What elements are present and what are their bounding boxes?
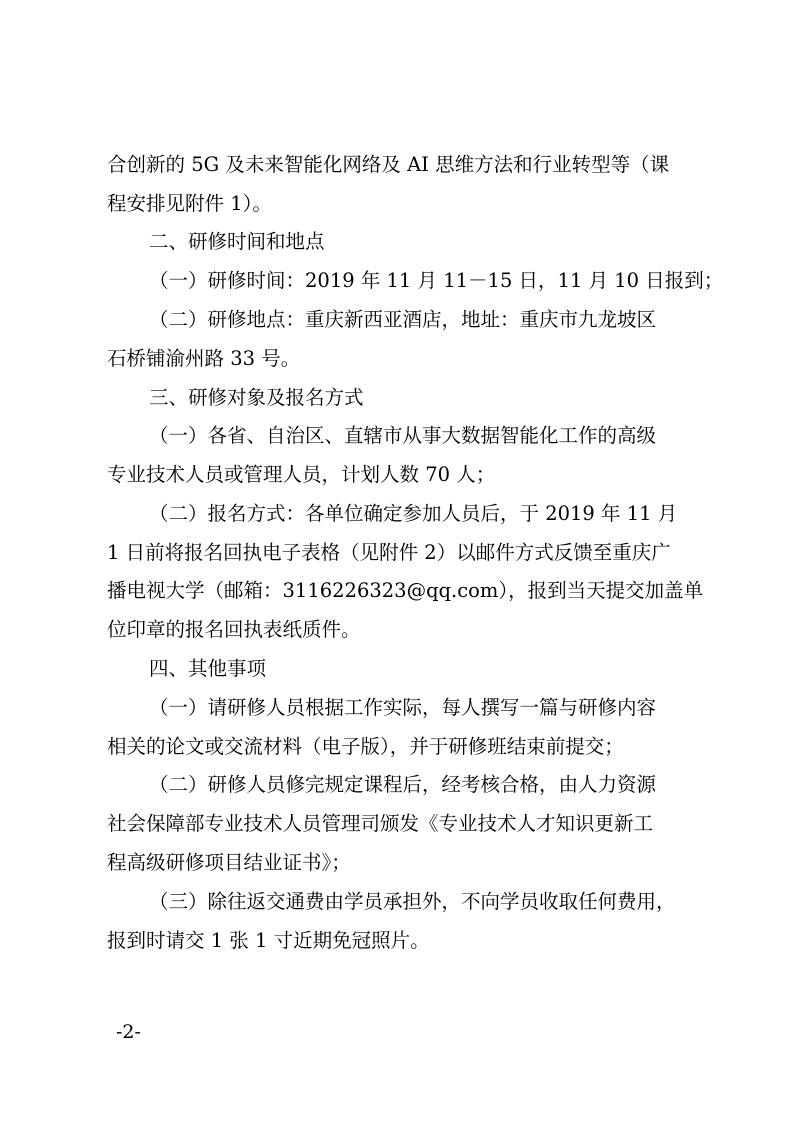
body-text-line: （二）研修人员修完规定课程后，经考核合格，由人力资源 [149, 773, 657, 796]
body-text-line: 报到时请交 1 张 1 寸近期免冠照片。 [107, 929, 430, 952]
body-text-line: （一）研修时间：2019 年 11 月 11－15 日，11 月 10 日报到； [149, 269, 724, 292]
body-text-line: （一）请研修人员根据工作实际，每人撰写一篇与研修内容 [149, 696, 657, 719]
body-text-line: 程高级研修项目结业证书》； [107, 851, 351, 874]
body-text-line: 位印章的报名回执表纸质件。 [107, 618, 361, 641]
body-text-line: 程安排见附件 1）。 [107, 192, 272, 215]
section-heading: 四、其他事项 [149, 657, 267, 680]
body-text-line: （一）各省、自治区、直辖市从事大数据智能化工作的高级 [149, 424, 657, 447]
body-text-line: 社会保障部专业技术人员管理司颁发《专业技术人才知识更新工 [107, 812, 654, 835]
body-text-line: 合创新的 5G 及未来智能化网络及 AI 思维方法和行业转型等（课 [107, 153, 670, 176]
body-text-line: （二）研修地点：重庆新西亚酒店，地址：重庆市九龙坡区 [149, 308, 657, 331]
section-heading: 三、研修对象及报名方式 [149, 386, 364, 409]
body-text-line: 相关的论文或交流材料（电子版），并于研修班结束前提交； [107, 735, 624, 758]
body-text-line: 播电视大学（邮箱：3116226323@qq.com），报到当天提交加盖单 [107, 579, 704, 602]
section-heading: 二、研修时间和地点 [149, 230, 325, 253]
body-text-line: 专业技术人员或管理人员，计划人数 70 人； [107, 463, 496, 486]
body-text-line: （三）除往返交通费由学员承担外，不向学员收取任何费用， [149, 890, 676, 913]
body-text-line: 1 日前将报名回执电子表格（见附件 2）以邮件方式反馈至重庆广 [107, 541, 671, 564]
page-number: -2- [116, 1021, 141, 1043]
body-text-line: 石桥铺渝州路 33 号。 [107, 347, 301, 370]
body-text-line: （二）报名方式：各单位确定参加人员后，于 2019 年 11 月 [149, 502, 678, 525]
